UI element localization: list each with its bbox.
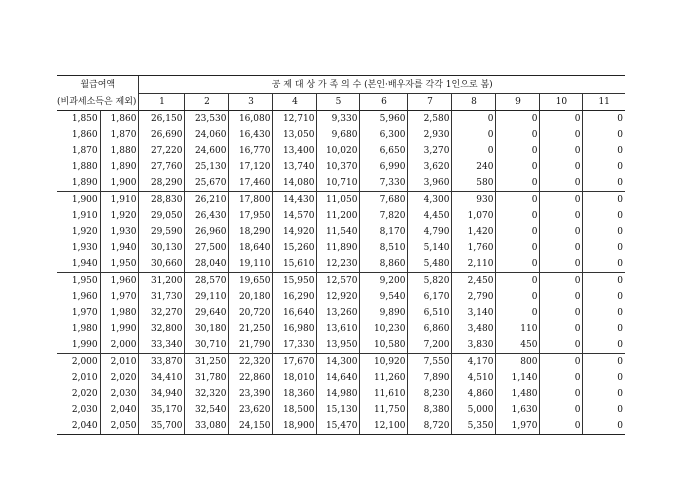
- tax-amount-cell: 1,070: [452, 208, 496, 224]
- tax-amount-cell: 10,020: [317, 143, 360, 159]
- tax-amount-cell: 4,790: [408, 224, 452, 240]
- tax-amount-cell: 2,790: [452, 289, 496, 305]
- tax-amount-cell: 5,000: [452, 402, 496, 418]
- tax-amount-cell: 9,330: [317, 111, 360, 128]
- tax-amount-cell: 0: [540, 370, 583, 386]
- tax-amount-cell: 10,710: [317, 175, 360, 192]
- tax-amount-cell: 7,200: [408, 337, 452, 354]
- tax-amount-cell: 0: [583, 386, 625, 402]
- tax-amount-cell: 0: [452, 127, 496, 143]
- wage-from-cell: 2,000: [57, 354, 100, 371]
- tax-amount-cell: 13,950: [317, 337, 360, 354]
- tax-amount-cell: 0: [540, 127, 583, 143]
- tax-amount-cell: 0: [496, 273, 540, 290]
- tax-amount-cell: 17,670: [273, 354, 317, 371]
- tax-amount-cell: 1,630: [496, 402, 540, 418]
- wage-to-cell: 1,990: [100, 321, 139, 337]
- tax-amount-cell: 1,140: [496, 370, 540, 386]
- tax-amount-cell: 21,790: [229, 337, 273, 354]
- wage-from-cell: 1,850: [71, 114, 98, 124]
- tax-amount-cell: 17,950: [229, 208, 273, 224]
- tax-amount-cell: 9,890: [360, 305, 408, 321]
- tax-amount-cell: 14,640: [317, 370, 360, 386]
- tax-amount-cell: 110: [496, 321, 540, 337]
- tax-amount-cell: 14,300: [317, 354, 360, 371]
- wage-to-cell: 1,970: [100, 289, 139, 305]
- tax-amount-cell: 8,170: [360, 224, 408, 240]
- tax-amount-cell: 26,210: [185, 192, 229, 209]
- tax-amount-cell: 11,050: [317, 192, 360, 209]
- tax-amount-cell: 0: [540, 354, 583, 371]
- table-row: [57, 256, 625, 273]
- tax-amount-cell: 4,450: [408, 208, 452, 224]
- tax-amount-cell: 34,410: [139, 370, 185, 386]
- tax-amount-cell: 0: [583, 143, 625, 159]
- table-row: [57, 208, 625, 224]
- tax-amount-cell: 0: [583, 159, 625, 175]
- tax-amount-cell: 29,050: [139, 208, 185, 224]
- tax-amount-cell: 19,110: [229, 256, 273, 273]
- tax-amount-cell: 11,540: [317, 224, 360, 240]
- tax-amount-cell: 0: [496, 224, 540, 240]
- tax-amount-cell: 18,640: [229, 240, 273, 256]
- tax-amount-cell: 34,940: [139, 386, 185, 402]
- tax-amount-cell: 30,710: [185, 337, 229, 354]
- wage-to-cell: 1,880: [100, 143, 139, 159]
- tax-amount-cell: 8,860: [360, 256, 408, 273]
- tax-amount-cell: 16,290: [273, 289, 317, 305]
- table-row: [57, 273, 625, 290]
- tax-amount-cell: 20,720: [229, 305, 273, 321]
- tax-amount-cell: 5,480: [408, 256, 452, 273]
- table-row: [57, 143, 625, 159]
- tax-amount-cell: 6,860: [408, 321, 452, 337]
- tax-amount-cell: 28,830: [139, 192, 185, 209]
- wage-to-cell: 1,980: [100, 305, 139, 321]
- tax-amount-cell: 11,610: [360, 386, 408, 402]
- tax-amount-cell: 0: [583, 256, 625, 273]
- tax-amount-cell: 15,470: [317, 418, 360, 435]
- tax-amount-cell: 29,640: [185, 305, 229, 321]
- table-row: [57, 192, 625, 209]
- tax-amount-cell: 18,900: [273, 418, 317, 435]
- tax-amount-cell: 13,260: [317, 305, 360, 321]
- tax-amount-cell: 0: [496, 143, 540, 159]
- tax-amount-cell: 16,770: [229, 143, 273, 159]
- table-row: [57, 240, 625, 256]
- table-row: [57, 321, 625, 337]
- tax-amount-cell: 0: [583, 127, 625, 143]
- tax-amount-cell: 12,100: [360, 418, 408, 435]
- tax-amount-cell: 11,200: [317, 208, 360, 224]
- wage-to-cell: 2,030: [100, 386, 139, 402]
- tax-amount-cell: 0: [496, 159, 540, 175]
- tax-amount-cell: 12,920: [317, 289, 360, 305]
- wage-to-cell: 1,860: [100, 111, 139, 128]
- tax-amount-cell: 30,130: [139, 240, 185, 256]
- family-count-header: 6: [360, 94, 408, 111]
- tax-amount-cell: 2,450: [452, 273, 496, 290]
- wage-from-cell: 1,980: [71, 324, 98, 334]
- tax-amount-cell: 24,150: [229, 418, 273, 435]
- tax-amount-cell: 0: [583, 289, 625, 305]
- tax-amount-cell: 5,960: [360, 111, 408, 128]
- tax-amount-cell: 0: [540, 175, 583, 192]
- tax-amount-cell: 3,960: [408, 175, 452, 192]
- tax-amount-cell: 33,080: [185, 418, 229, 435]
- tax-amount-cell: 7,890: [408, 370, 452, 386]
- wage-from-cell: 1,880: [71, 162, 98, 172]
- table-body: [57, 111, 625, 435]
- tax-amount-cell: 0: [496, 305, 540, 321]
- tax-amount-cell: 3,480: [452, 321, 496, 337]
- wage-to-cell: 1,870: [100, 127, 139, 143]
- tax-amount-cell: 0: [583, 192, 625, 209]
- tax-amount-cell: 0: [540, 256, 583, 273]
- wage-from-cell: 1,870: [71, 146, 98, 156]
- tax-amount-cell: 13,400: [273, 143, 317, 159]
- tax-amount-cell: 1,420: [452, 224, 496, 240]
- tax-amount-cell: 15,260: [273, 240, 317, 256]
- tax-amount-cell: 29,590: [139, 224, 185, 240]
- tax-amount-cell: 0: [496, 111, 540, 128]
- tax-amount-cell: 0: [583, 354, 625, 371]
- tax-amount-cell: 0: [583, 402, 625, 418]
- wage-from-cell: 1,920: [71, 227, 98, 237]
- tax-amount-cell: 6,510: [408, 305, 452, 321]
- tax-amount-cell: 10,370: [317, 159, 360, 175]
- tax-amount-cell: 0: [540, 321, 583, 337]
- wage-from-cell: 2,040: [57, 418, 100, 435]
- tax-amount-cell: 2,110: [452, 256, 496, 273]
- tax-amount-cell: 26,960: [185, 224, 229, 240]
- tax-amount-cell: 0: [583, 305, 625, 321]
- tax-amount-cell: 3,270: [408, 143, 452, 159]
- tax-amount-cell: 29,110: [185, 289, 229, 305]
- tax-table-sheet: [57, 75, 625, 435]
- table-row: [57, 402, 625, 418]
- tax-amount-cell: 0: [540, 337, 583, 354]
- tax-amount-cell: 18,360: [273, 386, 317, 402]
- tax-amount-cell: 0: [496, 175, 540, 192]
- wage-from-cell: 1,900: [57, 192, 100, 209]
- tax-amount-cell: 0: [496, 208, 540, 224]
- tax-amount-cell: 13,610: [317, 321, 360, 337]
- family-count-header: 4: [273, 94, 317, 111]
- tax-amount-cell: 13,050: [273, 127, 317, 143]
- wage-to-cell: 2,050: [100, 418, 139, 435]
- tax-amount-cell: 24,600: [185, 143, 229, 159]
- family-count-header: 11: [583, 94, 625, 111]
- wage-from-cell: 1,990: [71, 340, 98, 350]
- tax-amount-cell: 22,320: [229, 354, 273, 371]
- wage-to-cell: 2,020: [100, 370, 139, 386]
- tax-amount-cell: 14,920: [273, 224, 317, 240]
- tax-amount-cell: 10,580: [360, 337, 408, 354]
- tax-amount-cell: 0: [583, 208, 625, 224]
- table-row: [57, 418, 625, 435]
- tax-amount-cell: 9,200: [360, 273, 408, 290]
- tax-amount-cell: 27,500: [185, 240, 229, 256]
- tax-amount-cell: 8,230: [408, 386, 452, 402]
- table-row: [57, 386, 625, 402]
- tax-amount-cell: 0: [540, 159, 583, 175]
- family-count-header: 7: [408, 94, 452, 111]
- tax-amount-cell: 12,710: [273, 111, 317, 128]
- tax-amount-cell: 23,390: [229, 386, 273, 402]
- tax-amount-cell: 32,540: [185, 402, 229, 418]
- tax-amount-cell: 0: [540, 111, 583, 128]
- tax-amount-cell: 1,480: [496, 386, 540, 402]
- tax-amount-cell: 19,650: [229, 273, 273, 290]
- family-count-header: 9: [496, 94, 540, 111]
- tax-amount-cell: 14,570: [273, 208, 317, 224]
- tax-amount-cell: 0: [496, 192, 540, 209]
- family-count-header: 10: [540, 94, 583, 111]
- tax-amount-cell: 25,130: [185, 159, 229, 175]
- table-row: [57, 111, 625, 128]
- wage-to-cell: 1,920: [100, 208, 139, 224]
- wage-subheader: (비과세소득은 제외): [57, 94, 139, 111]
- tax-amount-cell: 3,830: [452, 337, 496, 354]
- wage-from-cell: 2,020: [71, 389, 98, 399]
- tax-amount-cell: 800: [496, 354, 540, 371]
- tax-amount-cell: 0: [583, 273, 625, 290]
- tax-amount-cell: 11,750: [360, 402, 408, 418]
- table-row: [57, 305, 625, 321]
- tax-amount-cell: 0: [583, 337, 625, 354]
- withholding-tax-table: [57, 75, 625, 435]
- table-row: [57, 370, 625, 386]
- wage-from-cell: 1,940: [71, 259, 98, 269]
- wage-to-cell: 1,930: [100, 224, 139, 240]
- tax-amount-cell: 0: [583, 321, 625, 337]
- tax-amount-cell: 0: [583, 175, 625, 192]
- wage-from-cell: 1,910: [71, 211, 98, 221]
- tax-amount-cell: 240: [452, 159, 496, 175]
- wage-to-cell: 2,000: [100, 337, 139, 354]
- wage-to-cell: 1,940: [100, 240, 139, 256]
- table-row: [57, 354, 625, 371]
- tax-amount-cell: 0: [540, 418, 583, 435]
- wage-from-cell: 2,010: [71, 373, 98, 383]
- tax-amount-cell: 13,740: [273, 159, 317, 175]
- wage-from-cell: 1,930: [71, 243, 98, 253]
- wage-from-cell: 1,960: [71, 292, 98, 302]
- tax-amount-cell: 3,620: [408, 159, 452, 175]
- tax-amount-cell: 1,970: [496, 418, 540, 435]
- tax-amount-cell: 0: [540, 305, 583, 321]
- tax-amount-cell: 14,080: [273, 175, 317, 192]
- tax-amount-cell: 450: [496, 337, 540, 354]
- tax-amount-cell: 31,200: [139, 273, 185, 290]
- tax-amount-cell: 0: [540, 192, 583, 209]
- family-count-header: 5: [317, 94, 360, 111]
- tax-amount-cell: 17,330: [273, 337, 317, 354]
- tax-amount-cell: 28,290: [139, 175, 185, 192]
- tax-amount-cell: 26,150: [139, 111, 185, 128]
- tax-amount-cell: 9,680: [317, 127, 360, 143]
- tax-amount-cell: 6,650: [360, 143, 408, 159]
- table-row: [57, 289, 625, 305]
- tax-amount-cell: 4,170: [452, 354, 496, 371]
- tax-amount-cell: 0: [540, 143, 583, 159]
- tax-amount-cell: 0: [540, 273, 583, 290]
- tax-amount-cell: 0: [496, 256, 540, 273]
- family-count-header: 8: [452, 94, 496, 111]
- tax-amount-cell: 12,570: [317, 273, 360, 290]
- tax-amount-cell: 23,620: [229, 402, 273, 418]
- tax-amount-cell: 8,510: [360, 240, 408, 256]
- tax-amount-cell: 32,270: [139, 305, 185, 321]
- tax-amount-cell: 16,640: [273, 305, 317, 321]
- tax-amount-cell: 25,670: [185, 175, 229, 192]
- tax-amount-cell: 17,120: [229, 159, 273, 175]
- tax-amount-cell: 35,170: [139, 402, 185, 418]
- tax-amount-cell: 23,530: [185, 111, 229, 128]
- tax-amount-cell: 15,610: [273, 256, 317, 273]
- wage-header: 월급여액: [57, 76, 139, 94]
- tax-amount-cell: 17,800: [229, 192, 273, 209]
- tax-amount-cell: 4,300: [408, 192, 452, 209]
- tax-amount-cell: 14,980: [317, 386, 360, 402]
- tax-amount-cell: 0: [583, 418, 625, 435]
- tax-amount-cell: 3,140: [452, 305, 496, 321]
- tax-amount-cell: 0: [540, 240, 583, 256]
- tax-amount-cell: 7,550: [408, 354, 452, 371]
- tax-amount-cell: 9,540: [360, 289, 408, 305]
- tax-amount-cell: 0: [540, 386, 583, 402]
- tax-amount-cell: 31,780: [185, 370, 229, 386]
- tax-amount-cell: 28,570: [185, 273, 229, 290]
- tax-amount-cell: 0: [452, 111, 496, 128]
- tax-amount-cell: 24,060: [185, 127, 229, 143]
- tax-amount-cell: 5,140: [408, 240, 452, 256]
- wage-from-cell: 1,970: [71, 308, 98, 318]
- family-count-header: 3: [229, 94, 273, 111]
- wage-to-cell: 1,950: [100, 256, 139, 273]
- tax-amount-cell: 2,580: [408, 111, 452, 128]
- deduction-header: 공 제 대 상 가 족 의 수 (본인·배우자를 각각 1인으로 봄): [139, 76, 625, 94]
- tax-amount-cell: 11,890: [317, 240, 360, 256]
- tax-amount-cell: 6,170: [408, 289, 452, 305]
- tax-amount-cell: 0: [540, 289, 583, 305]
- tax-amount-cell: 16,080: [229, 111, 273, 128]
- tax-amount-cell: 33,340: [139, 337, 185, 354]
- tax-amount-cell: 20,180: [229, 289, 273, 305]
- wage-from-cell: 2,030: [71, 405, 98, 415]
- tax-amount-cell: 26,690: [139, 127, 185, 143]
- tax-amount-cell: 30,660: [139, 256, 185, 273]
- tax-amount-cell: 26,430: [185, 208, 229, 224]
- tax-amount-cell: 15,950: [273, 273, 317, 290]
- tax-amount-cell: 12,230: [317, 256, 360, 273]
- tax-amount-cell: 7,820: [360, 208, 408, 224]
- tax-amount-cell: 0: [583, 111, 625, 128]
- tax-amount-cell: 31,730: [139, 289, 185, 305]
- tax-amount-cell: 1,760: [452, 240, 496, 256]
- wage-to-cell: 1,900: [100, 175, 139, 192]
- tax-amount-cell: 0: [583, 370, 625, 386]
- table-row: [57, 337, 625, 354]
- tax-amount-cell: 930: [452, 192, 496, 209]
- tax-amount-cell: 35,700: [139, 418, 185, 435]
- tax-amount-cell: 0: [452, 143, 496, 159]
- tax-amount-cell: 7,680: [360, 192, 408, 209]
- tax-amount-cell: 18,010: [273, 370, 317, 386]
- tax-amount-cell: 0: [540, 224, 583, 240]
- tax-amount-cell: 11,260: [360, 370, 408, 386]
- tax-amount-cell: 28,040: [185, 256, 229, 273]
- tax-amount-cell: 5,820: [408, 273, 452, 290]
- table-row: [57, 224, 625, 240]
- tax-amount-cell: 0: [540, 208, 583, 224]
- wage-from-cell: 1,950: [57, 273, 100, 290]
- wage-to-cell: 1,910: [100, 192, 139, 209]
- tax-amount-cell: 32,800: [139, 321, 185, 337]
- tax-amount-cell: 21,250: [229, 321, 273, 337]
- tax-amount-cell: 580: [452, 175, 496, 192]
- tax-amount-cell: 0: [496, 289, 540, 305]
- wage-to-cell: 2,040: [100, 402, 139, 418]
- tax-amount-cell: 10,230: [360, 321, 408, 337]
- tax-amount-cell: 32,320: [185, 386, 229, 402]
- tax-amount-cell: 17,460: [229, 175, 273, 192]
- tax-amount-cell: 33,870: [139, 354, 185, 371]
- table-row: [57, 159, 625, 175]
- tax-amount-cell: 6,990: [360, 159, 408, 175]
- table-row: [57, 175, 625, 192]
- tax-amount-cell: 8,380: [408, 402, 452, 418]
- family-count-header: 2: [185, 94, 229, 111]
- tax-amount-cell: 0: [540, 402, 583, 418]
- wage-from-cell: 1,890: [71, 178, 98, 188]
- table-row: [57, 127, 625, 143]
- tax-amount-cell: 0: [496, 127, 540, 143]
- tax-amount-cell: 4,860: [452, 386, 496, 402]
- tax-amount-cell: 22,860: [229, 370, 273, 386]
- tax-amount-cell: 0: [583, 240, 625, 256]
- tax-amount-cell: 31,250: [185, 354, 229, 371]
- tax-amount-cell: 18,500: [273, 402, 317, 418]
- wage-to-cell: 1,960: [100, 273, 139, 290]
- tax-amount-cell: 5,350: [452, 418, 496, 435]
- tax-amount-cell: 16,980: [273, 321, 317, 337]
- tax-amount-cell: 0: [583, 224, 625, 240]
- wage-to-cell: 1,890: [100, 159, 139, 175]
- tax-amount-cell: 27,760: [139, 159, 185, 175]
- tax-amount-cell: 8,720: [408, 418, 452, 435]
- tax-amount-cell: 6,300: [360, 127, 408, 143]
- tax-amount-cell: 0: [496, 240, 540, 256]
- tax-amount-cell: 27,220: [139, 143, 185, 159]
- wage-to-cell: 2,010: [100, 354, 139, 371]
- tax-amount-cell: 18,290: [229, 224, 273, 240]
- tax-amount-cell: 7,330: [360, 175, 408, 192]
- tax-amount-cell: 30,180: [185, 321, 229, 337]
- wage-from-cell: 1,860: [71, 130, 98, 140]
- tax-amount-cell: 4,510: [452, 370, 496, 386]
- tax-amount-cell: 16,430: [229, 127, 273, 143]
- tax-amount-cell: 2,930: [408, 127, 452, 143]
- tax-amount-cell: 10,920: [360, 354, 408, 371]
- tax-amount-cell: 14,430: [273, 192, 317, 209]
- tax-amount-cell: 15,130: [317, 402, 360, 418]
- family-count-header: 1: [139, 94, 185, 111]
